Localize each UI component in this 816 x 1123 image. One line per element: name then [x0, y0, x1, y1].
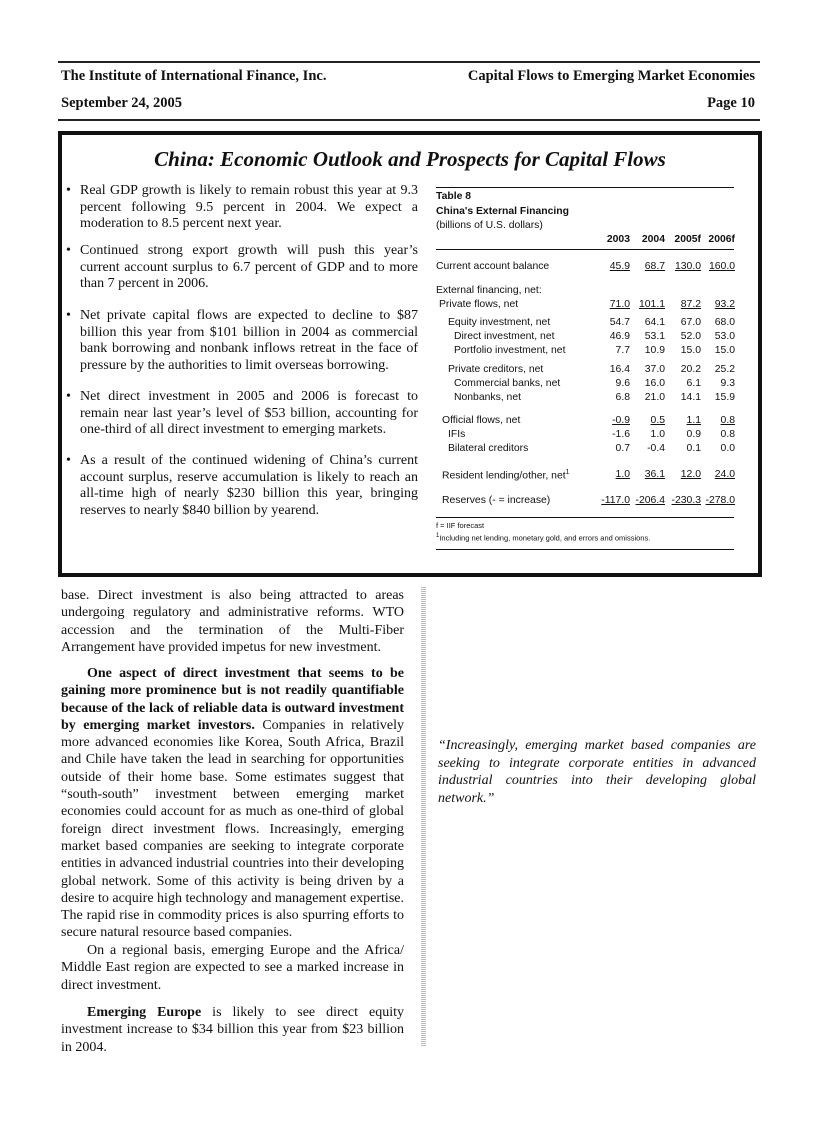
- table-footer-rule: [436, 549, 734, 550]
- bullet-dot-icon: •: [66, 389, 71, 404]
- header-date: September 24, 2005: [61, 95, 182, 111]
- table-header-row: [436, 234, 734, 248]
- table-units: (billions of U.S. dollars): [436, 220, 543, 231]
- table-row: Equity investment, net 54.7 64.1 67.0 68.0: [448, 317, 735, 328]
- bullet-item: • As a result of the continued widening of China’s current account surplus, reserve accumulation is likely to reach an all-time high of nearly $230 billion this year, bringing reserves to nearly $840 billion by yearend.: [66, 453, 418, 518]
- header-org: The Institute of International Finance, Inc.: [61, 68, 327, 84]
- column-header: 2006f: [708, 234, 735, 245]
- table-bottom-rule: [436, 517, 734, 518]
- table-header-rule: [436, 249, 734, 250]
- column-header: 2004: [641, 234, 665, 245]
- table-title: China's External Financing: [436, 206, 569, 217]
- table-row: Portfolio investment, net 7.7 10.9 15.0 15.0: [454, 345, 735, 356]
- table-row: External financing, net:: [436, 285, 542, 296]
- bullet-item: • Net private capital flows are expected to decline to $87 billion this year from $101 billion in 2004 as commercial bank borrowing and nonbank inflows retreat in the face of pressure by the authorities to limit overseas borrowing.: [66, 308, 418, 373]
- table-row: Direct investment, net 46.9 53.1 52.0 53.0: [454, 331, 735, 342]
- pull-quote: “Increasingly, emerging market based companies are seeking to integrate corporate entities in advanced industrial countries into their developing global network.”: [438, 738, 756, 806]
- table-row: Reserves (- = increase) -117.0 -206.4 -230.3 -278.0: [442, 495, 735, 506]
- bullet-item: • Real GDP growth is likely to remain robust this year at 9.3 percent following 9.5 percent in 2004. We expect a moderation to 8.5 percent next year.: [66, 183, 418, 232]
- header-top-rule: [58, 61, 760, 63]
- table-row: Private flows, net 71.0 101.1 87.2 93.2: [439, 299, 735, 310]
- table-top-rule: [436, 187, 734, 188]
- table-note-footnote: $^1$Including net lending, monetary gold, and errors and omissions.: [436, 533, 651, 543]
- table-row: Commercial banks, net 9.6 16.0 6.1 9.3: [454, 378, 735, 389]
- paragraph-2: One aspect of direct investment that seems to be gaining more prominence but is not readily quantifiable because of the lack of reliable data is outward investment by emerging market investors. Companies in relatively more advanced economies like Korea, South Africa, Brazil and Chile have taken the lead in searching for opportunities outside of their home base. Some estimates suggest that “south-south” investment between emerging market economies could account for as much as one-third of global foreign direct investment flows. Increasingly, emerging market based companies are seeking to integrate corporate entities in advanced industrial countries into their developing global network. Some of this activity is being driven by a desire to acquire high technology and management expertise. The rapid rise in commodity prices is also spurring efforts to secure natural resource based companies.: [61, 666, 404, 941]
- paragraph-3: On a regional basis, emerging Europe and the Africa/ Middle East region are expected to see a marked increase in direct investment.: [61, 943, 404, 993]
- paragraph-4: Emerging Europe is likely to see direct equity investment increase to $34 billion this year from $23 billion in 2004.: [61, 1005, 404, 1055]
- china-outlook-box: [58, 131, 762, 577]
- table-row: Bilateral creditors 0.7 -0.4 0.1 0.0: [448, 443, 735, 454]
- table-row: Official flows, net -0.9 0.5 1.1 0.8: [442, 415, 735, 426]
- bullet-dot-icon: •: [66, 453, 71, 468]
- bullet-dot-icon: •: [66, 183, 71, 198]
- box-title: China: Economic Outlook and Prospects for Capital Flows: [154, 147, 666, 171]
- table-row: Resident lending/other, net$^1$ 1.0 36.1 12.0 24.0: [442, 469, 735, 482]
- table-label: Table 8: [436, 191, 472, 202]
- header-report-title: Capital Flows to Emerging Market Economies: [467, 68, 755, 84]
- column-header: 2003: [606, 234, 630, 245]
- paragraph-1: base. Direct investment is also being attracted to areas undergoing regulatory and administrative reforms. WTO accession and the termination of the Multi-Fiber Arrangement have provided impetus for new investment.: [61, 588, 404, 655]
- bullet-item: • Net direct investment in 2005 and 2006 is forecast to remain near last year’s level of $53 billion, accounting for one-third of all direct investment to emerging markets.: [66, 389, 418, 438]
- table-note-forecast: f = IIF forecast: [436, 521, 485, 530]
- bullet-item: • Continued strong export growth will push this year’s current account surplus to 6.7 percent of GDP and to more than 7 percent in 2006.: [66, 243, 418, 292]
- table-row: Private creditors, net 16.4 37.0 20.2 25.2: [448, 364, 735, 375]
- header-page-number: Page 10: [707, 95, 755, 111]
- column-header: 2005f: [674, 234, 701, 245]
- column-divider: [421, 586, 426, 1046]
- bullet-dot-icon: •: [66, 308, 71, 323]
- bullet-dot-icon: •: [66, 243, 71, 258]
- table-row: IFIs -1.6 1.0 0.9 0.8: [448, 429, 735, 440]
- table-row: Current account balance 45.9 68.7 130.0 160.0: [436, 261, 735, 272]
- header-bottom-rule: [58, 119, 760, 121]
- table-row: Nonbanks, net 6.8 21.0 14.1 15.9: [454, 392, 735, 403]
